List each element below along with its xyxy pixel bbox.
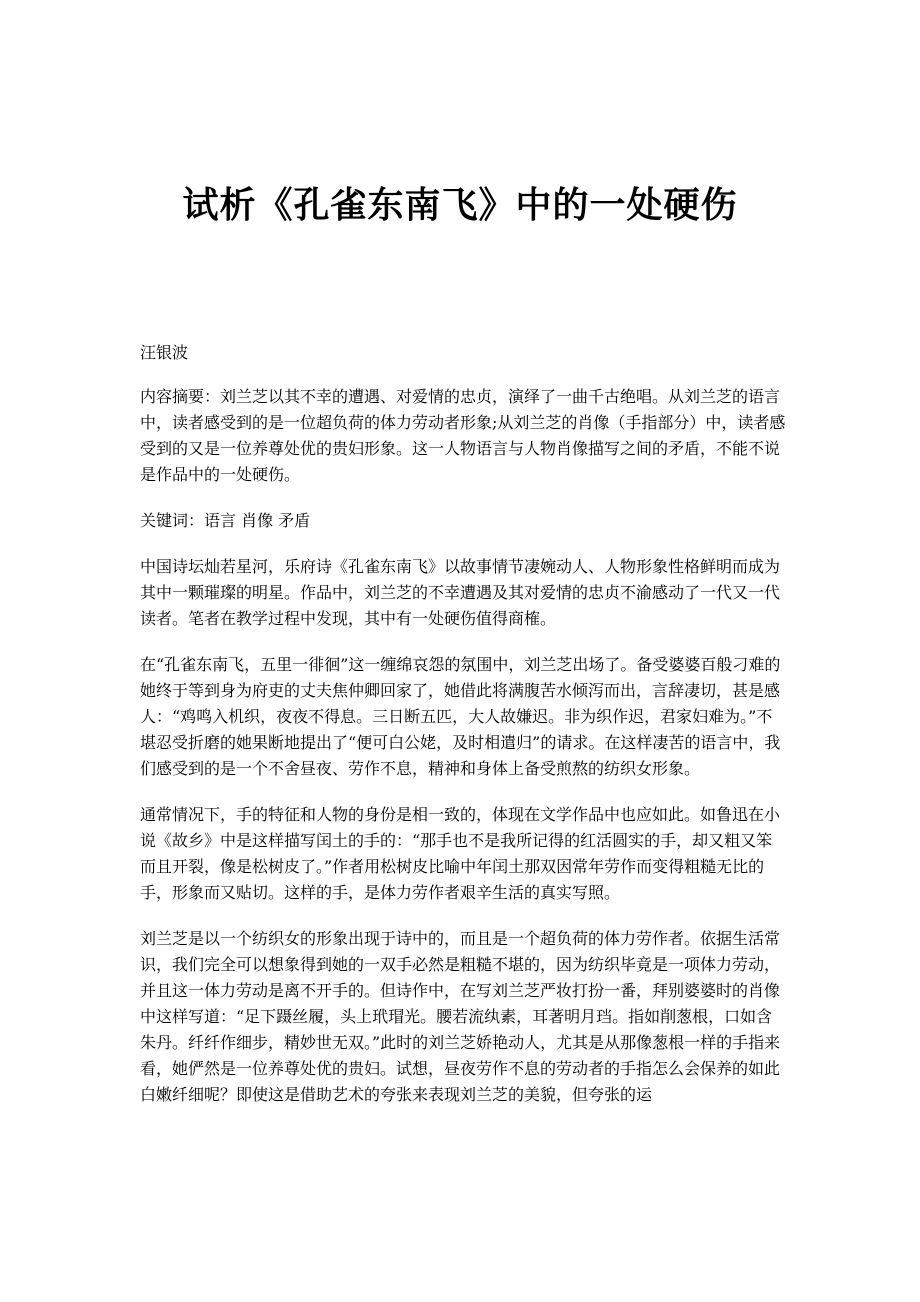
document-title: 试析《孔雀东南飞》中的一处硬伤 [182,185,738,226]
abstract-paragraph: 内容摘要：刘兰芝以其不幸的遭遇、对爱情的忠贞，演绎了一曲千古绝唱。从刘兰芝的语言中，读者感受到的是一位超负荷的体力劳动者形象;从刘兰芝的肖像（手指部分）中，读者感受到的又是一位养尊处优的贵妇形象。这一人物语言与人物肖像描写之间的矛盾，不能不说是作品中的一处硬伤。 [140,387,786,484]
body-paragraph-3: 通常情况下，手的特征和人物的身份是相一致的，体现在文学作品中也应如此。如鲁迅在小说《故乡》中是这样描写闰土的手的：“那手也不是我所记得的红活圆实的手，却又粗又笨而且开裂，像是松树皮了。”作者用松树皮比喻中年闰土那双因常年劳作而变得粗糙无比的手，形象而又贴切。这样的手，是体力劳作者艰辛生活的真实写照。 [140,805,781,902]
body-paragraph-2: 在“孔雀东南飞，五里一徘徊”这一缠绵哀怨的氛围中，刘兰芝出场了。备受婆婆百般刁难的她终于等到身为府吏的丈夫焦仲卿回家了，她借此将满腹苦水倾泻而出，言辞凄切，甚是感人：“鸡鸣入机织，夜夜不得息。三日断五匹，大人故嫌迟。非为织作迟，君家妇难为。”不堪忍受折磨的她果断地提出了“便可白公姥，及时相遣归”的请求。在这样凄苦的语言中，我们感受到的是一个不舍昼夜、劳作不息，精神和身体上备受煎熬的纺织女形象。 [140,655,781,778]
body-paragraph-1: 中国诗坛灿若星河，乐府诗《孔雀东南飞》以故事情节凄婉动人、人物形象性格鲜明而成为其中一颗璀璨的明星。作品中，刘兰芝的不幸遭遇及其对爱情的忠贞不渝感动了一代又一代读者。笔者在教学过程中发现，其中有一处硬伤值得商榷。 [140,557,781,628]
keywords-line: 关键词：语言 肖像 矛盾 [140,511,311,530]
author-name: 汪银波 [140,343,189,362]
document-body [140,340,786,1128]
body-paragraph-4: 刘兰芝是以一个纺织女的形象出现于诗中的，而且是一个超负荷的体力劳作者。依据生活常识，我们完全可以想象得到她的一双手必然是粗糙不堪的，因为纺织毕竟是一项体力劳动，并且这一体力劳动是离不开手的。但诗作中，在写刘兰芝严妆打扮一番，拜别婆婆时的肖像中这样写道：“足下蹑丝履，头上玳瑁光。腰若流纨素，耳著明月珰。指如削葱根，口如含朱丹。纤纤作细步，精妙世无双。”此时的刘兰芝娇艳动人，尤其是从那像葱根一样的手指来看，她俨然是一位养尊处优的贵妇。试想，昼夜劳作不息的劳动者的手指怎么会保养的如此白嫩纤细呢？即使这是借助艺术的夸张来表现刘兰芝的美貌，但夸张的运 [140,929,781,1104]
